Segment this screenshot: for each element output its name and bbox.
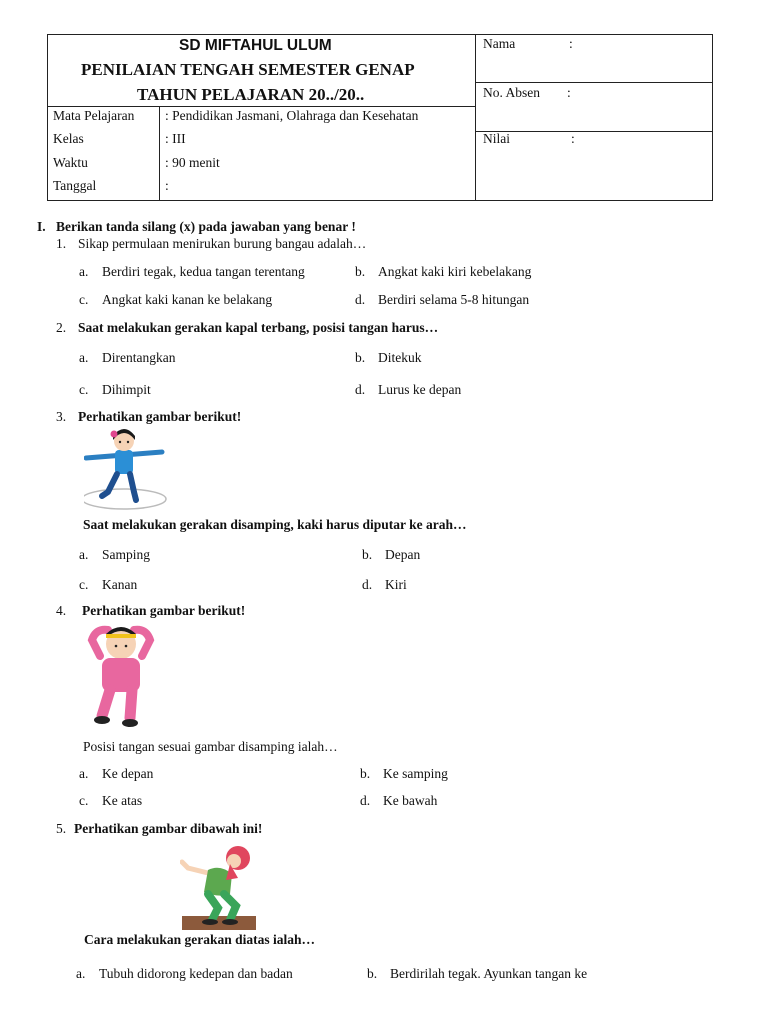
student-label-absen: No. Absen — [483, 85, 540, 100]
info-value-time: : 90 menit — [165, 155, 220, 170]
option-key[interactable]: b. — [355, 264, 366, 279]
option-key[interactable]: a. — [79, 766, 89, 781]
option-text: Ke samping — [383, 766, 448, 781]
info-value-class: : III — [165, 131, 186, 146]
question-text: Perhatikan gambar berikut! — [82, 603, 246, 618]
info-label-date: Tanggal — [53, 178, 97, 193]
option-text: Ke depan — [102, 766, 154, 781]
student-label-name: Nama — [483, 36, 516, 51]
option-key[interactable]: a. — [79, 350, 89, 365]
info-value-date: : — [165, 178, 169, 193]
option-text: Ke bawah — [383, 793, 438, 808]
option-key[interactable]: a. — [76, 966, 86, 981]
option-text: Dihimpit — [102, 382, 151, 397]
option-key[interactable]: c. — [79, 577, 89, 592]
student-value-score[interactable]: : — [571, 131, 575, 146]
question-subtext: Saat melakukan gerakan disamping, kaki harus diputar ke arah… — [83, 517, 467, 532]
info-label-time: Waktu — [53, 155, 88, 170]
question-number: 2. — [56, 320, 67, 335]
option-key[interactable]: d. — [355, 292, 366, 307]
question-subtext: Posisi tangan sesuai gambar disamping ialah… — [83, 739, 338, 754]
info-value-subject: : Pendidikan Jasmani, Olahraga dan Kesehatan — [165, 108, 419, 123]
girl-hands-on-head-icon — [86, 622, 156, 732]
option-key[interactable]: d. — [360, 793, 371, 808]
info-label-class: Kelas — [53, 131, 84, 146]
option-key[interactable]: c. — [79, 292, 89, 307]
option-key[interactable]: b. — [360, 766, 371, 781]
question-number: 3. — [56, 409, 67, 424]
option-key[interactable]: a. — [79, 547, 89, 562]
option-text: Lurus ke depan — [378, 382, 462, 397]
option-key[interactable]: a. — [79, 264, 89, 279]
option-text: Ditekuk — [378, 350, 422, 365]
option-text: Kanan — [102, 577, 138, 592]
option-text: Angkat kaki kanan ke belakang — [102, 292, 273, 307]
question-number: 4. — [56, 603, 67, 618]
option-key[interactable]: b. — [362, 547, 373, 562]
question-subtext: Cara melakukan gerakan diatas ialah… — [84, 932, 316, 947]
question-text: Perhatikan gambar dibawah ini! — [74, 821, 263, 836]
section-number: I. — [37, 219, 46, 234]
option-text: Samping — [102, 547, 151, 562]
student-value-absen[interactable]: : — [567, 85, 571, 100]
option-text: Depan — [385, 547, 421, 562]
option-text: Kiri — [385, 577, 407, 592]
option-text: Tubuh didorong kedepan dan badan — [99, 966, 293, 981]
girl-arms-spread-icon — [84, 428, 172, 514]
option-text: Direntangkan — [102, 350, 176, 365]
option-key[interactable]: d. — [362, 577, 373, 592]
question-number: 1. — [56, 236, 67, 251]
option-key[interactable]: c. — [79, 382, 89, 397]
school-name: SD MIFTAHUL ULUM — [179, 37, 332, 54]
option-text: Angkat kaki kiri kebelakang — [378, 264, 532, 279]
girl-squat-jump-icon — [180, 842, 260, 932]
student-label-score: Nilai — [483, 131, 510, 146]
option-text: Ke atas — [102, 793, 143, 808]
exam-title: PENILAIAN TENGAH SEMESTER GENAP — [81, 60, 415, 79]
school-year: TAHUN PELAJARAN 20../20.. — [137, 85, 365, 104]
option-key[interactable]: b. — [355, 350, 366, 365]
question-text: Perhatikan gambar berikut! — [78, 409, 242, 424]
option-key[interactable]: d. — [355, 382, 366, 397]
option-key[interactable]: c. — [79, 793, 89, 808]
option-text: Berdirilah tegak. Ayunkan tangan ke — [390, 966, 588, 981]
question-text: Sikap permulaan menirukan burung bangau adalah… — [78, 236, 367, 251]
section-instruction: Berikan tanda silang (x) pada jawaban yang benar ! — [56, 219, 356, 234]
info-label-subject: Mata Pelajaran — [53, 108, 135, 123]
option-text: Berdiri tegak, kedua tangan terentang — [102, 264, 305, 279]
question-text: Saat melakukan gerakan kapal terbang, posisi tangan harus… — [78, 320, 439, 335]
question-number: 5. — [56, 821, 67, 836]
option-key[interactable]: b. — [367, 966, 378, 981]
option-text: Berdiri selama 5-8 hitungan — [378, 292, 530, 307]
student-value-name[interactable]: : — [569, 36, 573, 51]
